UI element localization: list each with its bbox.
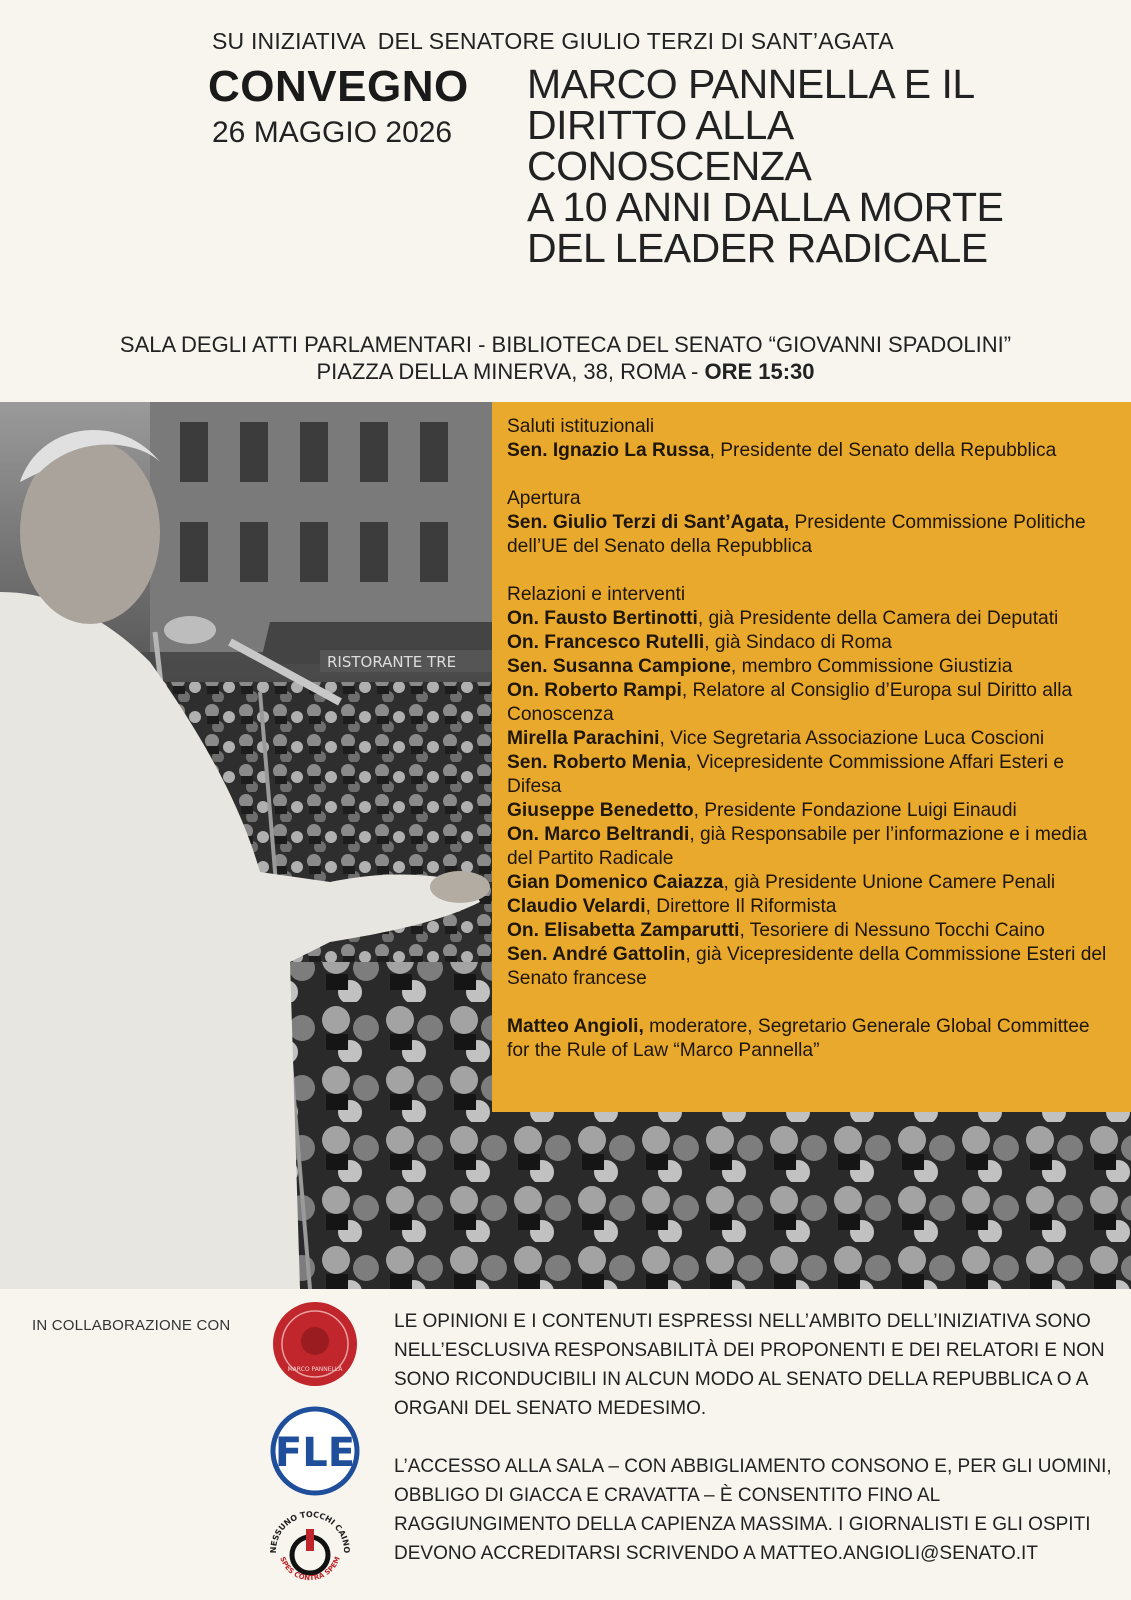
restaurant-sign: RISTORANTE TRE [327, 653, 457, 671]
speaker-name: On. Marco Beltrandi [507, 824, 690, 845]
speaker-name: Sen. Susanna Campione [507, 656, 731, 677]
fondazione-einaudi-logo [270, 1406, 360, 1496]
speaker-role: , già Presidente della Camera dei Deputati [697, 608, 1059, 629]
global-committee-seal-logo [270, 1299, 360, 1389]
program-entry [507, 895, 1117, 919]
speaker-role: , già Presidente Unione Camere Penali [723, 872, 1056, 893]
speaker-role: , Direttore Il Riformista [645, 896, 837, 917]
speaker-name: Sen. Roberto Menia [507, 752, 687, 773]
program-panel [492, 402, 1131, 1112]
event-type: CONVEGNO [208, 62, 469, 111]
event-title [527, 61, 1087, 271]
speaker-role: , già Vicepresidente della Commissione Esteri del Senato francese [507, 944, 1107, 989]
program-entry [507, 727, 1117, 751]
speaker-name: Claudio Velardi [507, 896, 646, 917]
footer [0, 1289, 1131, 1600]
venue-time: ORE 15:30 [704, 359, 815, 384]
speaker-role: Presidente Commissione Politiche dell’UE del Senato della Repubblica [507, 512, 1086, 557]
greetings-heading: Saluti istituzionali [507, 416, 655, 437]
program-entry [507, 679, 1117, 727]
speaker-name: Matteo Angioli, [507, 1016, 644, 1037]
opening-heading: Apertura [507, 488, 581, 509]
header [0, 0, 1131, 400]
program-entry [507, 607, 1117, 631]
speaker-role: , già Sindaco di Roma [704, 632, 892, 653]
program-entry [507, 511, 1117, 559]
program-entry [507, 631, 1117, 655]
title-line: A 10 ANNI DALLA MORTE [527, 184, 1004, 230]
program-entry [507, 655, 1117, 679]
venue-line-1: SALA DEGLI ATTI PARLAMENTARI - BIBLIOTECA DEL SENATO “GIOVANNI SPADOLINI” [119, 332, 1012, 357]
program-entry [507, 943, 1117, 991]
program-entry [507, 751, 1117, 799]
title-line: MARCO PANNELLA E IL [527, 61, 975, 107]
title-line: CONOSCENZA [527, 143, 812, 189]
ntc-bottom-text: SPES CONTRA SPEM [278, 1555, 342, 1583]
event-date: 26 MAGGIO 2026 [212, 116, 453, 149]
ntc-top-text: NESSUNO TOCCHI CAINO [268, 1509, 352, 1554]
talks-heading: Relazioni e interventi [507, 584, 686, 605]
program-entry [507, 799, 1117, 823]
program-entry [507, 823, 1117, 871]
speaker-name: On. Elisabetta Zamparutti [507, 920, 740, 941]
speaker-role: , membro Commissione Giustizia [730, 656, 1013, 677]
nessuno-tocchi-caino-logo [262, 1499, 358, 1595]
speaker-role: , Relatore al Consiglio d’Europa sul Diritto alla Conoscenza [507, 680, 1073, 725]
speaker-role: , Tesoriere di Nessuno Tocchi Caino [739, 920, 1045, 941]
speaker-name: Sen. Ignazio La Russa [507, 440, 710, 461]
speaker-role: , Presidente Fondazione Luigi Einaudi [693, 800, 1017, 821]
moderator-entry [507, 1015, 1117, 1063]
speaker-name: On. Fausto Bertinotti [507, 608, 698, 629]
program-entry [507, 439, 1117, 463]
fle-text: FLE [274, 1430, 356, 1476]
speaker-role: , già Responsabile per l’informazione e i media del Partito Radicale [507, 824, 1088, 869]
disclaimer [394, 1307, 1114, 1568]
svg-text:SPES CONTRA SPEM [278, 1556, 342, 1583]
program-entry [507, 919, 1117, 943]
title-line: DIRITTO ALLA [527, 102, 794, 148]
venue-address: PIAZZA DELLA MINERVA, 38, ROMA - [316, 359, 705, 384]
speaker-name: Sen. André Gattolin [507, 944, 686, 965]
speaker-role: , Vicepresidente Commissione Affari Esteri e Difesa [507, 752, 1064, 797]
speaker-name: Sen. Giulio Terzi di Sant’Agata, [507, 512, 790, 533]
venue [0, 331, 1131, 385]
venue-line-2 [0, 358, 1131, 385]
speaker-role: , Presidente del Senato della Repubblica [709, 440, 1057, 461]
title-line: DEL LEADER RADICALE [527, 225, 988, 271]
seal-text: MARCO PANNELLA [287, 1366, 343, 1373]
speaker-name: Giuseppe Benedetto [507, 800, 694, 821]
disclaimer-access: L’ACCESSO ALLA SALA – CON ABBIGLIAMENTO CONSONO E, PER GLI UOMINI, OBBLIGO DI GIACCA E CRAVATTA – È CONSENTITO FINO AL RAGGIUNGIMENTO DELLA CAPIENZA MASSIMA. I GIORNALISTI E GLI OSPITI DEVONO ACCREDITARSI SCRIVENDO A MATTEO.ANGIOLI@SENATO.IT [394, 1456, 1112, 1564]
initiative-line: SU INIZIATIVA DEL SENATORE GIULIO TERZI DI SANT’AGATA [212, 28, 894, 54]
disclaimer-responsibility: LE OPINIONI E I CONTENUTI ESPRESSI NELL’AMBITO DELL’INIZIATIVA SONO NELL’ESCLUSIVA RESPONSABILITÀ DEI PROPONENTI E DEI RELATORI E NON SONO RICONDUCIBILI IN ALCUN MODO AL SENATO DELLA REPUBBLICA O A ORGANI DEL SENATO MEDESIMO. [394, 1311, 1105, 1419]
program-entry [507, 871, 1117, 895]
collaboration-label: IN COLLABORAZIONE CON [32, 1317, 231, 1334]
speaker-role: , Vice Segretaria Associazione Luca Coscioni [659, 728, 1045, 749]
speaker-name: On. Roberto Rampi [507, 680, 682, 701]
speaker-role: moderatore, Segretario Generale Global Committee for the Rule of Law “Marco Pannella” [507, 1016, 1090, 1061]
speaker-name: On. Francesco Rutelli [507, 632, 705, 653]
speaker-name: Gian Domenico Caiazza [507, 872, 724, 893]
speaker-name: Mirella Parachini [507, 728, 660, 749]
